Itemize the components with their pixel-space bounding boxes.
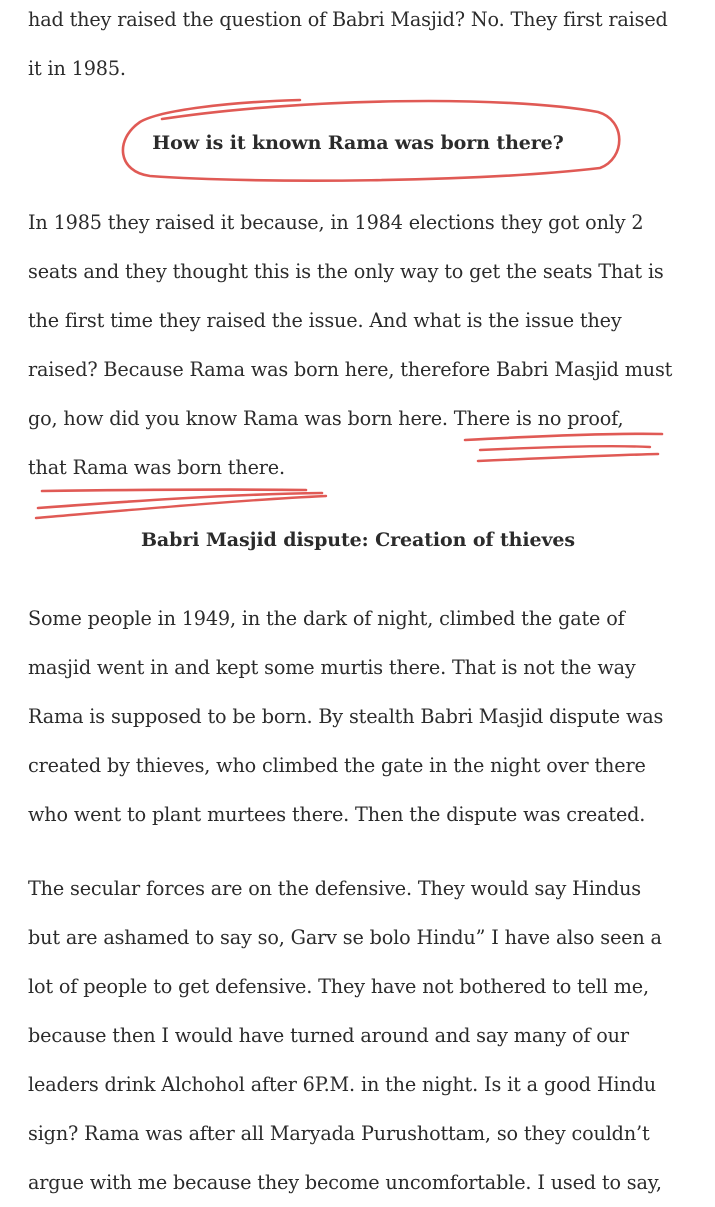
paragraph-secular [28, 864, 662, 1207]
section-heading-question: How is it known Rama was born there? [152, 132, 564, 154]
paragraph-line: had they raised the question of Babri Masjid? No. They first raised [28, 8, 668, 31]
underline-annotation [36, 496, 326, 518]
paragraph-line: it in 1985. [28, 57, 126, 80]
paragraph-line: but are ashamed to say so, Garv se bolo Hindu” I have also seen a [28, 926, 662, 949]
paragraph-line: argue with me because they become uncomfortable. I used to say, [28, 1171, 662, 1194]
paragraph-line: masjid went in and kept some murtis there. That is not the way [28, 656, 636, 679]
paragraph-line: raised? Because Rama was born here, therefore Babri Masjid must [28, 358, 673, 381]
paragraph-line: seats and they thought this is the only way to get the seats That is [28, 260, 664, 283]
paragraph-line: go, how did you know Rama was born here. There is no proof, [28, 407, 624, 430]
paragraph-1985 [28, 198, 672, 492]
paragraph-line: Rama is supposed to be born. By stealth Babri Masjid dispute was [28, 705, 664, 728]
paragraph-line: created by thieves, who climbed the gate in the night over there [28, 754, 646, 777]
paragraph-line: In 1985 they raised it because, in 1984 elections they got only 2 [28, 211, 644, 234]
paragraph-line: the first time they raised the issue. And what is the issue they [28, 309, 622, 332]
paragraph-line: leaders drink Alchohol after 6P.M. in the night. Is it a good Hindu [28, 1073, 656, 1096]
underline-annotation [38, 493, 322, 508]
paragraph-line: Some people in 1949, in the dark of night, climbed the gate of [28, 607, 625, 630]
section-heading-thieves: Babri Masjid dispute: Creation of thieves [140, 529, 576, 551]
paragraph-1949 [28, 594, 663, 839]
paragraph-intro [28, 0, 668, 93]
paragraph-line: that Rama was born there. [28, 456, 285, 479]
paragraph-line: The secular forces are on the defensive. They would say Hindus [28, 877, 642, 900]
paragraph-line: sign? Rama was after all Maryada Purushottam, so they couldn’t [28, 1122, 650, 1145]
paragraph-line: who went to plant murtees there. Then the dispute was created. [28, 803, 646, 826]
paragraph-line: because then I would have turned around and say many of our [28, 1024, 629, 1047]
paragraph-line: lot of people to get defensive. They have not bothered to tell me, [28, 975, 649, 998]
